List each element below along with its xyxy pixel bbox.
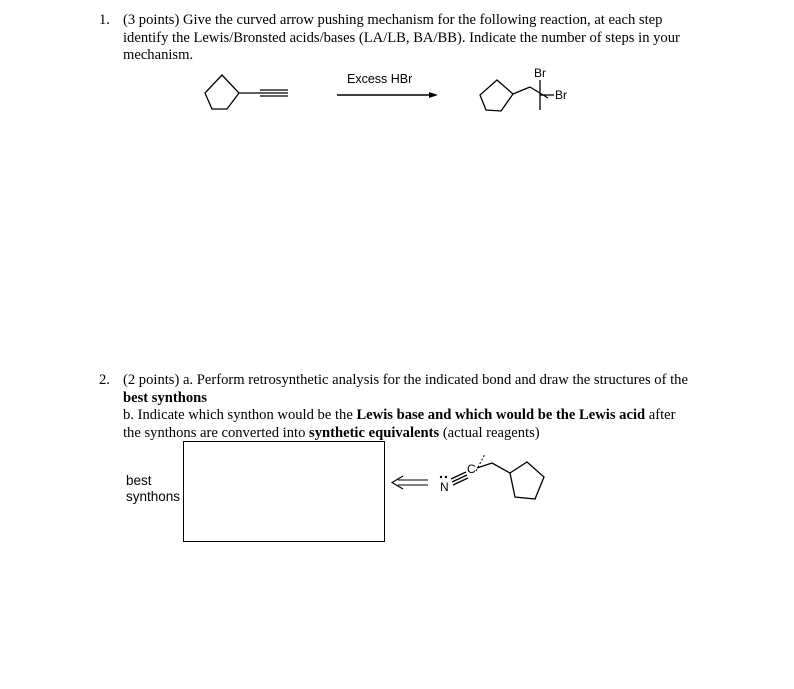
product-bromine-top: Br — [534, 66, 546, 80]
answer-box-label-line-1: best — [126, 473, 152, 488]
starting-material-cyclopentylacetylene — [205, 75, 288, 109]
question-1-number: 1. — [99, 12, 110, 28]
question-2-line-1: (2 points) a. Perform retrosynthetic analysis for the indicated bond and draw the structures of the — [123, 372, 688, 388]
answer-box-label-line-2: synthons — [126, 489, 181, 504]
question-2 — [0, 372, 794, 442]
nitrile-triple-bond-2 — [452, 475, 467, 482]
target-molecule-cyclopentylacetonitrile — [451, 462, 544, 499]
question-1-line-3: mechanism. — [123, 47, 194, 63]
cyclopentane-ring-reactant — [205, 75, 239, 109]
synthetic-equivalents-bold: synthetic equivalents — [309, 424, 440, 441]
c-ch2-bond — [477, 463, 492, 468]
question-2-line-3 — [123, 407, 713, 425]
cyclopentane-ring-product — [480, 80, 513, 111]
retrosynthetic-arrow — [392, 476, 428, 489]
product-geminal-dibromide — [480, 80, 554, 111]
line-4-start: the synthons are converted into — [123, 424, 310, 441]
nitrogen-lone-pair-dot-1 — [440, 476, 442, 478]
methyl-bond — [530, 87, 548, 98]
carbon-atom-label: C — [467, 462, 476, 476]
reaction-scheme-1 — [0, 0, 794, 140]
retrosynthesis-scheme — [0, 440, 794, 550]
reaction-arrow — [337, 92, 438, 98]
best-synthons-bold: best synthons — [123, 389, 207, 406]
line-3-start: b. Indicate which synthon would be the — [123, 407, 357, 423]
reagent-label: Excess HBr — [347, 72, 413, 86]
product-bromine-right: Br — [555, 88, 567, 102]
nitrile-triple-bond-3 — [453, 478, 468, 485]
question-2-number: 2. — [99, 372, 110, 388]
question-2-text — [123, 372, 713, 442]
lewis-base-acid-bold: Lewis base and which would be the Lewis acid — [356, 407, 646, 423]
line-4-end: (actual reagents) — [439, 424, 540, 441]
question-1-line-1: (3 points) Give the curved arrow pushing mechanism for the following reaction, at each step — [123, 12, 663, 28]
ch2-ring-bond — [492, 463, 510, 473]
line-3-end: after — [645, 407, 676, 423]
nitrogen-atom-label: N — [440, 480, 449, 494]
cyclopentane-ring-target — [510, 462, 544, 499]
nitrile-triple-bond-1 — [451, 472, 466, 479]
ring-to-quaternary-carbon-bond — [513, 87, 530, 94]
question-1-line-2: identify the Lewis/Bronsted acids/bases (LA/LB, BA/BB). Indicate the number of steps in your — [123, 29, 680, 46]
question-2-line-2 — [123, 390, 713, 408]
nitrogen-lone-pair-dot-2 — [445, 476, 447, 478]
